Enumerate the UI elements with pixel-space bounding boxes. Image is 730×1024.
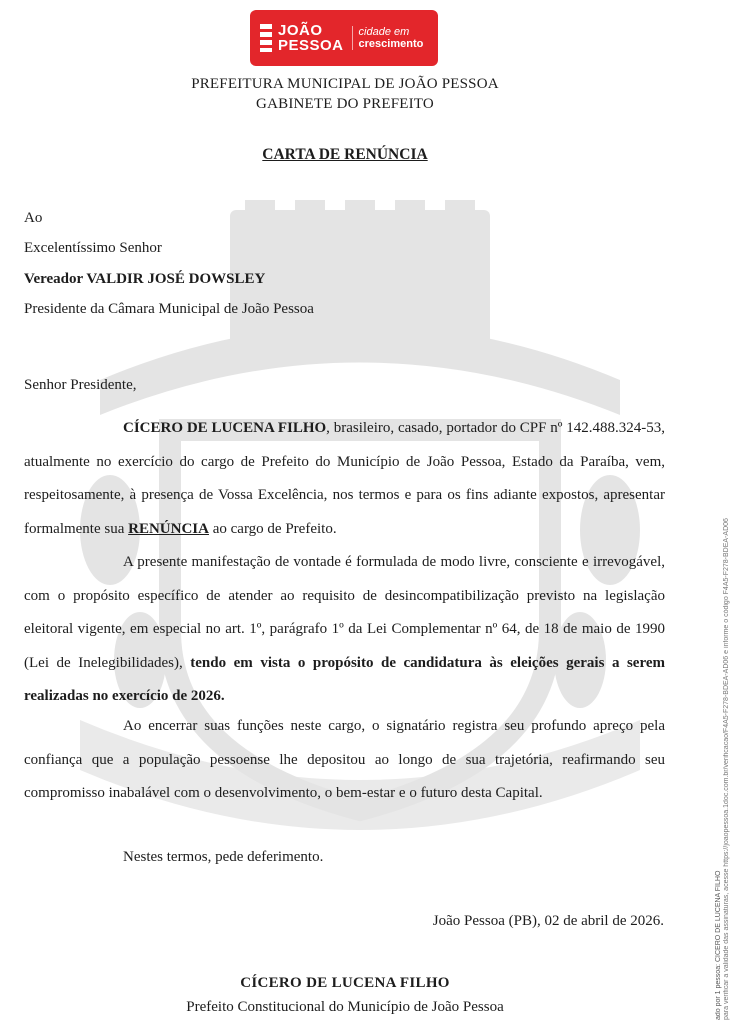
closing-text: Nestes termos, pede deferimento. <box>123 849 324 865</box>
addressee-name: Vereador VALDIR JOSÉ DOWSLEY <box>24 271 266 287</box>
resignee-name: CÍCERO DE LUCENA FILHO <box>123 420 327 436</box>
logo-line2: PESSOA <box>278 37 344 54</box>
closing-paragraph <box>24 841 665 875</box>
logo-line1: JOÃO <box>278 22 323 39</box>
addressee-ao: Ao <box>24 210 43 226</box>
resignation-keyword: RENÚNCIA <box>128 520 209 537</box>
addressee-salutation: Excelentíssimo Senhor <box>24 240 162 256</box>
document-title: CARTA DE RENÚNCIA <box>262 146 428 163</box>
logo-tag-line2: crescimento <box>358 38 424 50</box>
paragraph-1-text-b: ao cargo de Prefeito. <box>208 520 337 537</box>
logo-tag-line1: cidade em <box>358 26 410 38</box>
addressee-position: Presidente da Câmara Municipal de João Pessoa <box>24 301 314 317</box>
logo-mark-icon <box>260 24 272 52</box>
date-line: João Pessoa (PB), 02 de abril de 2026. <box>432 913 664 929</box>
greeting: Senhor Presidente, <box>24 377 137 393</box>
digital-signature-stamp: ado por 1 pessoa: CÍCERO DE LUCENA FILHO <box>715 870 722 1020</box>
paragraph-2-bold: tendo em vista o propósito de candidatura às eleições gerais a serem realizadas no exercício de 2026. <box>24 654 666 704</box>
header-institution: PREFEITURA MUNICIPAL DE JOÃO PESSOA <box>191 76 499 92</box>
paragraph-3-text: Ao encerrar suas funções neste cargo, o signatário registra seu profundo apreço pela confiança que a população pessoense lhe depositou ao longo de sua trajetória, reafirmando seu compromisso inabalável com o desenvolvimento, o bem-estar e o futuro desta Capital. <box>24 718 665 801</box>
signature-name: CÍCERO DE LUCENA FILHO <box>240 975 450 991</box>
logo-tagline <box>352 26 424 50</box>
verification-stamp: para verificar a validade das assinaturas, acesse https://joaopessoa.1doc.com.br/verificacao/F4A5-F278-BDEA-AD06 e informe o código F4A5-F278-BDEA-AD06 <box>723 518 730 1020</box>
paragraph-3 <box>24 710 665 811</box>
paragraph-2 <box>24 546 665 714</box>
paragraph-1-text-a: , brasileiro, casado, portador do CPF nº 142.488.324-53, atualmente no exercício do cargo de Prefeito do Município de João Pessoa, Estado da Paraíba, vem, respeitosamente, à presença de Vossa Excelência, nos termos e para os fins adiante expostos, apresentar formalmente sua <box>24 420 665 537</box>
header-office: GABINETE DO PREFEITO <box>256 96 434 112</box>
paragraph-1 <box>24 412 665 546</box>
joao-pessoa-logo <box>250 10 438 66</box>
logo-wordmark <box>278 23 344 53</box>
signature-role: Prefeito Constitucional do Município de João Pessoa <box>186 999 504 1015</box>
paragraph-2-text: A presente manifestação de vontade é formulada de modo livre, consciente e irrevogável, com o propósito específico de atender ao requisito de desincompatibilização previsto na legislação eleitoral vigente, em especial no art. 1º, parágrafo 1º da Lei Complementar nº 64, de 18 de maio de 1990 (Lei de Inelegibilidades), <box>24 554 665 671</box>
